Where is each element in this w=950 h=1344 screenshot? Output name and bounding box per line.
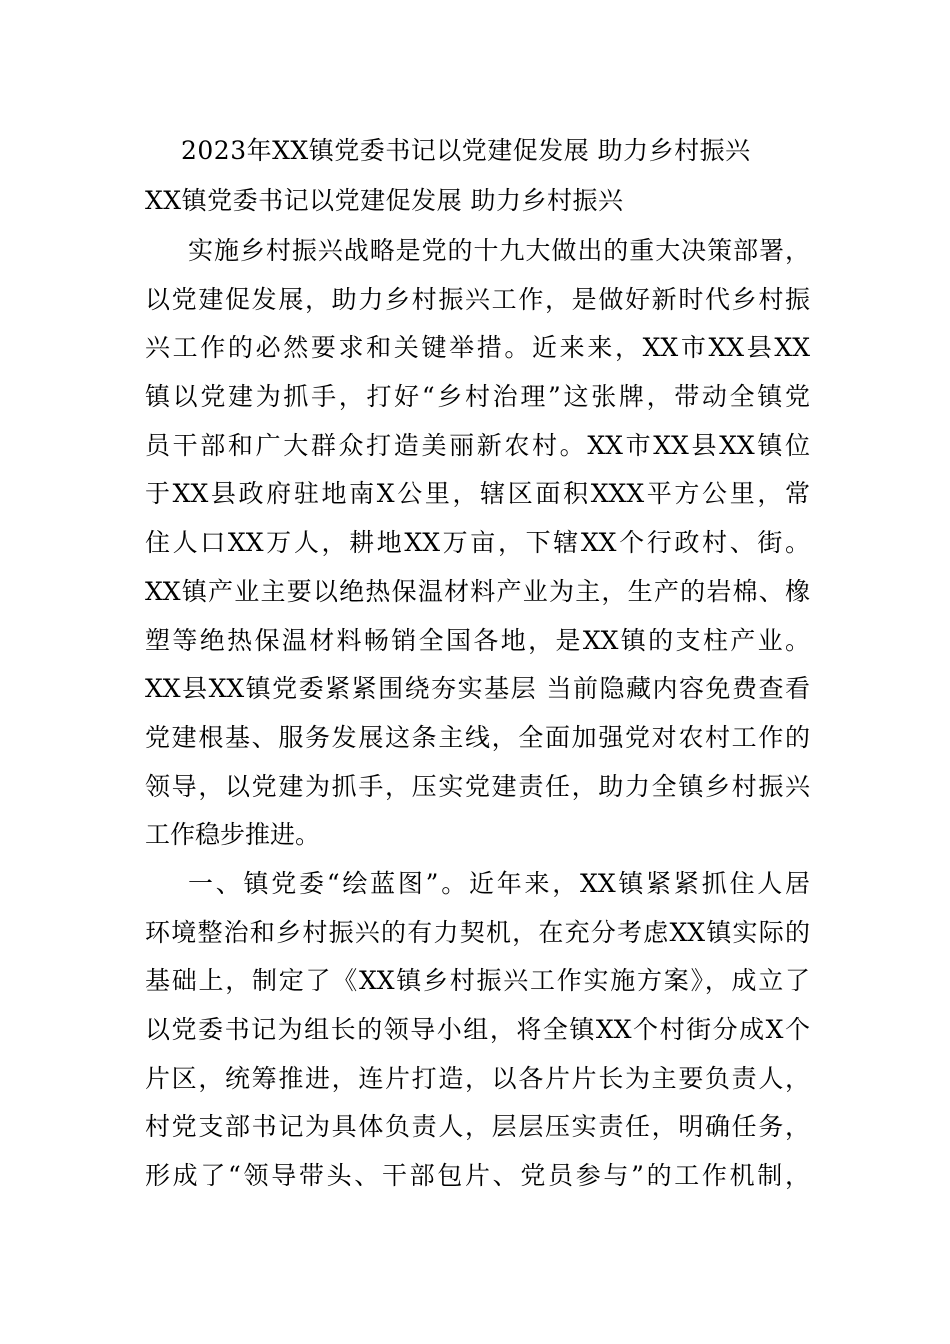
paragraph-line: 形成了“领导带头、干部包片、党员参与”的工作机制， xyxy=(145,1161,810,1191)
paragraph-line: 以党委书记为组长的领导小组，将全镇XX个村街分成X个 xyxy=(145,1015,810,1044)
document-subtitle: XX镇党委书记以党建促发展 助力乡村振兴 xyxy=(145,186,624,215)
paragraph-line: 一、镇党委“绘蓝图”。近年来，XX镇紧紧抓住人居 xyxy=(188,868,810,898)
document-body xyxy=(145,227,810,1201)
paragraph-line: 住人口XX万人，耕地XX万亩，下辖XX个行政村、街。 xyxy=(145,528,810,558)
paragraph-line: 环境整治和乡村振兴的有力契机，在充分考虑XX镇实际的 xyxy=(145,917,810,947)
paragraph-line: 片区，统筹推进，连片打造，以各片片长为主要负责人， xyxy=(145,1063,810,1093)
paragraph-line: 领导，以党建为抓手，压实党建责任，助力全镇乡村振兴 xyxy=(145,771,810,801)
paragraph-line: 兴工作的必然要求和关键举措。近来来，XX市XX县XX xyxy=(145,333,810,363)
paragraph-line: 党建根基、服务发展这条主线，全面加强党对农村工作的 xyxy=(145,722,810,752)
paragraph-line: 镇以党建为抓手，打好“乡村治理”这张牌，带动全镇党 xyxy=(145,382,810,412)
paragraph-line: 村党支部书记为具体负责人，层层压实责任，明确任务， xyxy=(145,1112,810,1142)
paragraph-line: XX县XX镇党委紧紧围绕夯实基层 当前隐藏内容免费查看 xyxy=(145,674,810,704)
document-title: 2023年XX镇党委书记以党建促发展 助力乡村振兴 xyxy=(181,136,751,165)
paragraph-line: 于XX县政府驻地南X公里，辖区面积XXX平方公里，常 xyxy=(145,479,810,509)
paragraph-line: 塑等绝热保温材料畅销全国各地，是XX镇的支柱产业。 xyxy=(145,625,810,655)
paragraph-line: 以党建促发展，助力乡村振兴工作，是做好新时代乡村振 xyxy=(145,284,810,314)
paragraph-line: 员干部和广大群众打造美丽新农村。XX市XX县XX镇位 xyxy=(145,430,810,460)
paragraph-line: 工作稳步推进。 xyxy=(145,820,321,850)
paragraph-line: 基础上，制定了《XX镇乡村振兴工作实施方案》，成立了 xyxy=(145,966,810,996)
paragraph-line: XX镇产业主要以绝热保温材料产业为主，生产的岩棉、橡 xyxy=(145,576,810,606)
paragraph-line: 实施乡村振兴战略是党的十九大做出的重大决策部署， xyxy=(188,236,810,265)
